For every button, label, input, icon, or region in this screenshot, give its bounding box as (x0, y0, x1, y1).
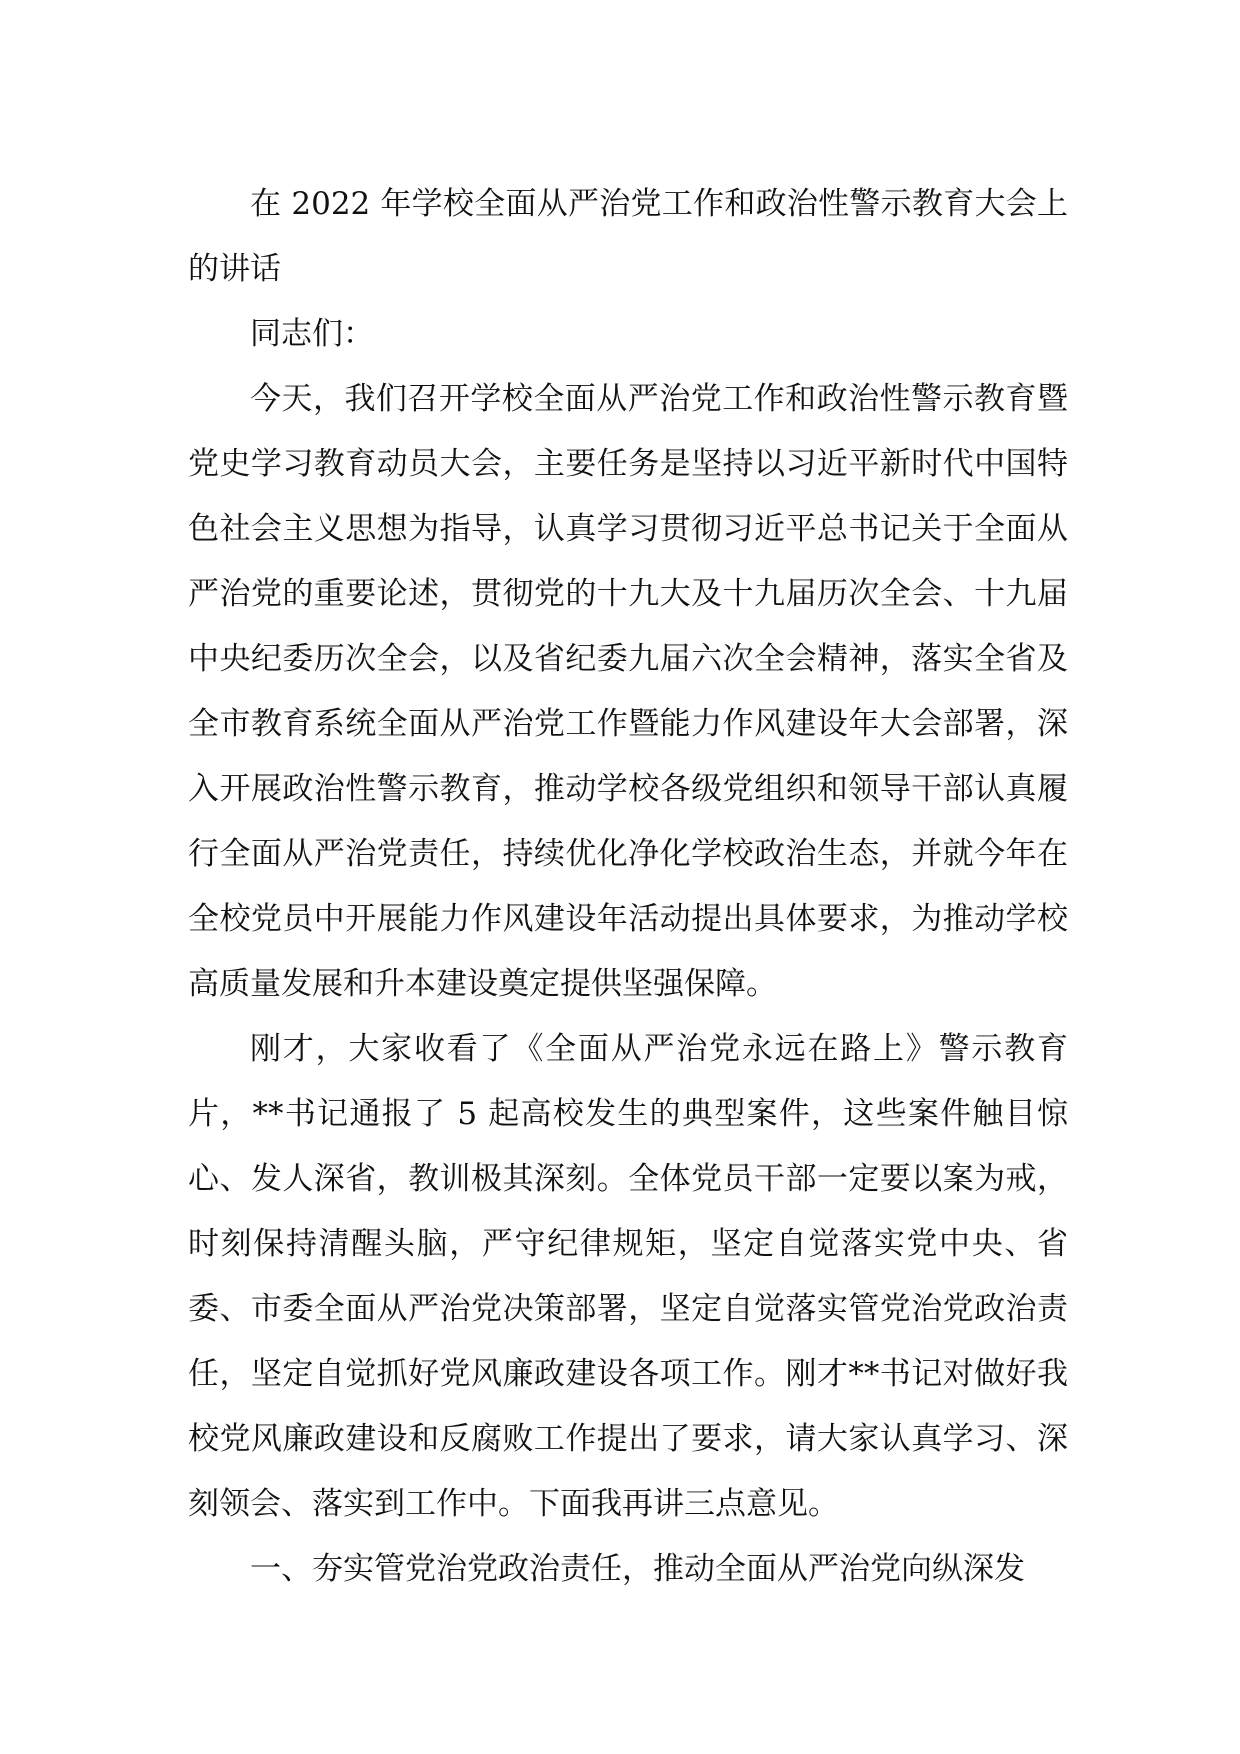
body-paragraph: 刚才，大家收看了《全面从严治党永远在路上》警示教育片，**书记通报了 5 起高校发生的典型案件，这些案件触目惊心、发人深省，教训极其深刻。全体党员干部一定要以案为戒，时刻保持清醒头脑，严守纪律规矩，坚定自觉落实党中央、省委、市委全面从严治党决策部署，坚定自觉落实管党治党政治责任，坚定自觉抓好党风廉政建设各项工作。刚才**书记对做好我校党风廉政建设和反腐败工作提出了要求，请大家认真学习、深刻领会、落实到工作中。下面我再讲三点意见。 (188, 1031, 1068, 1522)
document-body (188, 172, 1068, 1602)
salutation: 同志们： (250, 316, 374, 352)
document-title: 在 2022 年学校全面从严治党工作和政治性警示教育大会上的讲话 (188, 186, 1068, 287)
body-paragraph: 今天，我们召开学校全面从严治党工作和政治性警示教育暨党史学习教育动员大会，主要任务是坚持以习近平新时代中国特色社会主义思想为指导，认真学习贯彻习近平总书记关于全面从严治党的重要论述，贯彻党的十九大及十九届历次全会、十九届中央纪委历次全会，以及省纪委九届六次全会精神，落实全省及全市教育系统全面从严治党工作暨能力作风建设年大会部署，深入开展政治性警示教育，推动学校各级党组织和领导干部认真履行全面从严治党责任，持续优化净化学校政治生态，并就今年在全校党员中开展能力作风建设年活动提出具体要求，为推动学校高质量发展和升本建设奠定提供坚强保障。 (188, 381, 1068, 1002)
section-heading: 一、夯实管党治党政治责任，推动全面从严治党向纵深发 (250, 1551, 1025, 1587)
